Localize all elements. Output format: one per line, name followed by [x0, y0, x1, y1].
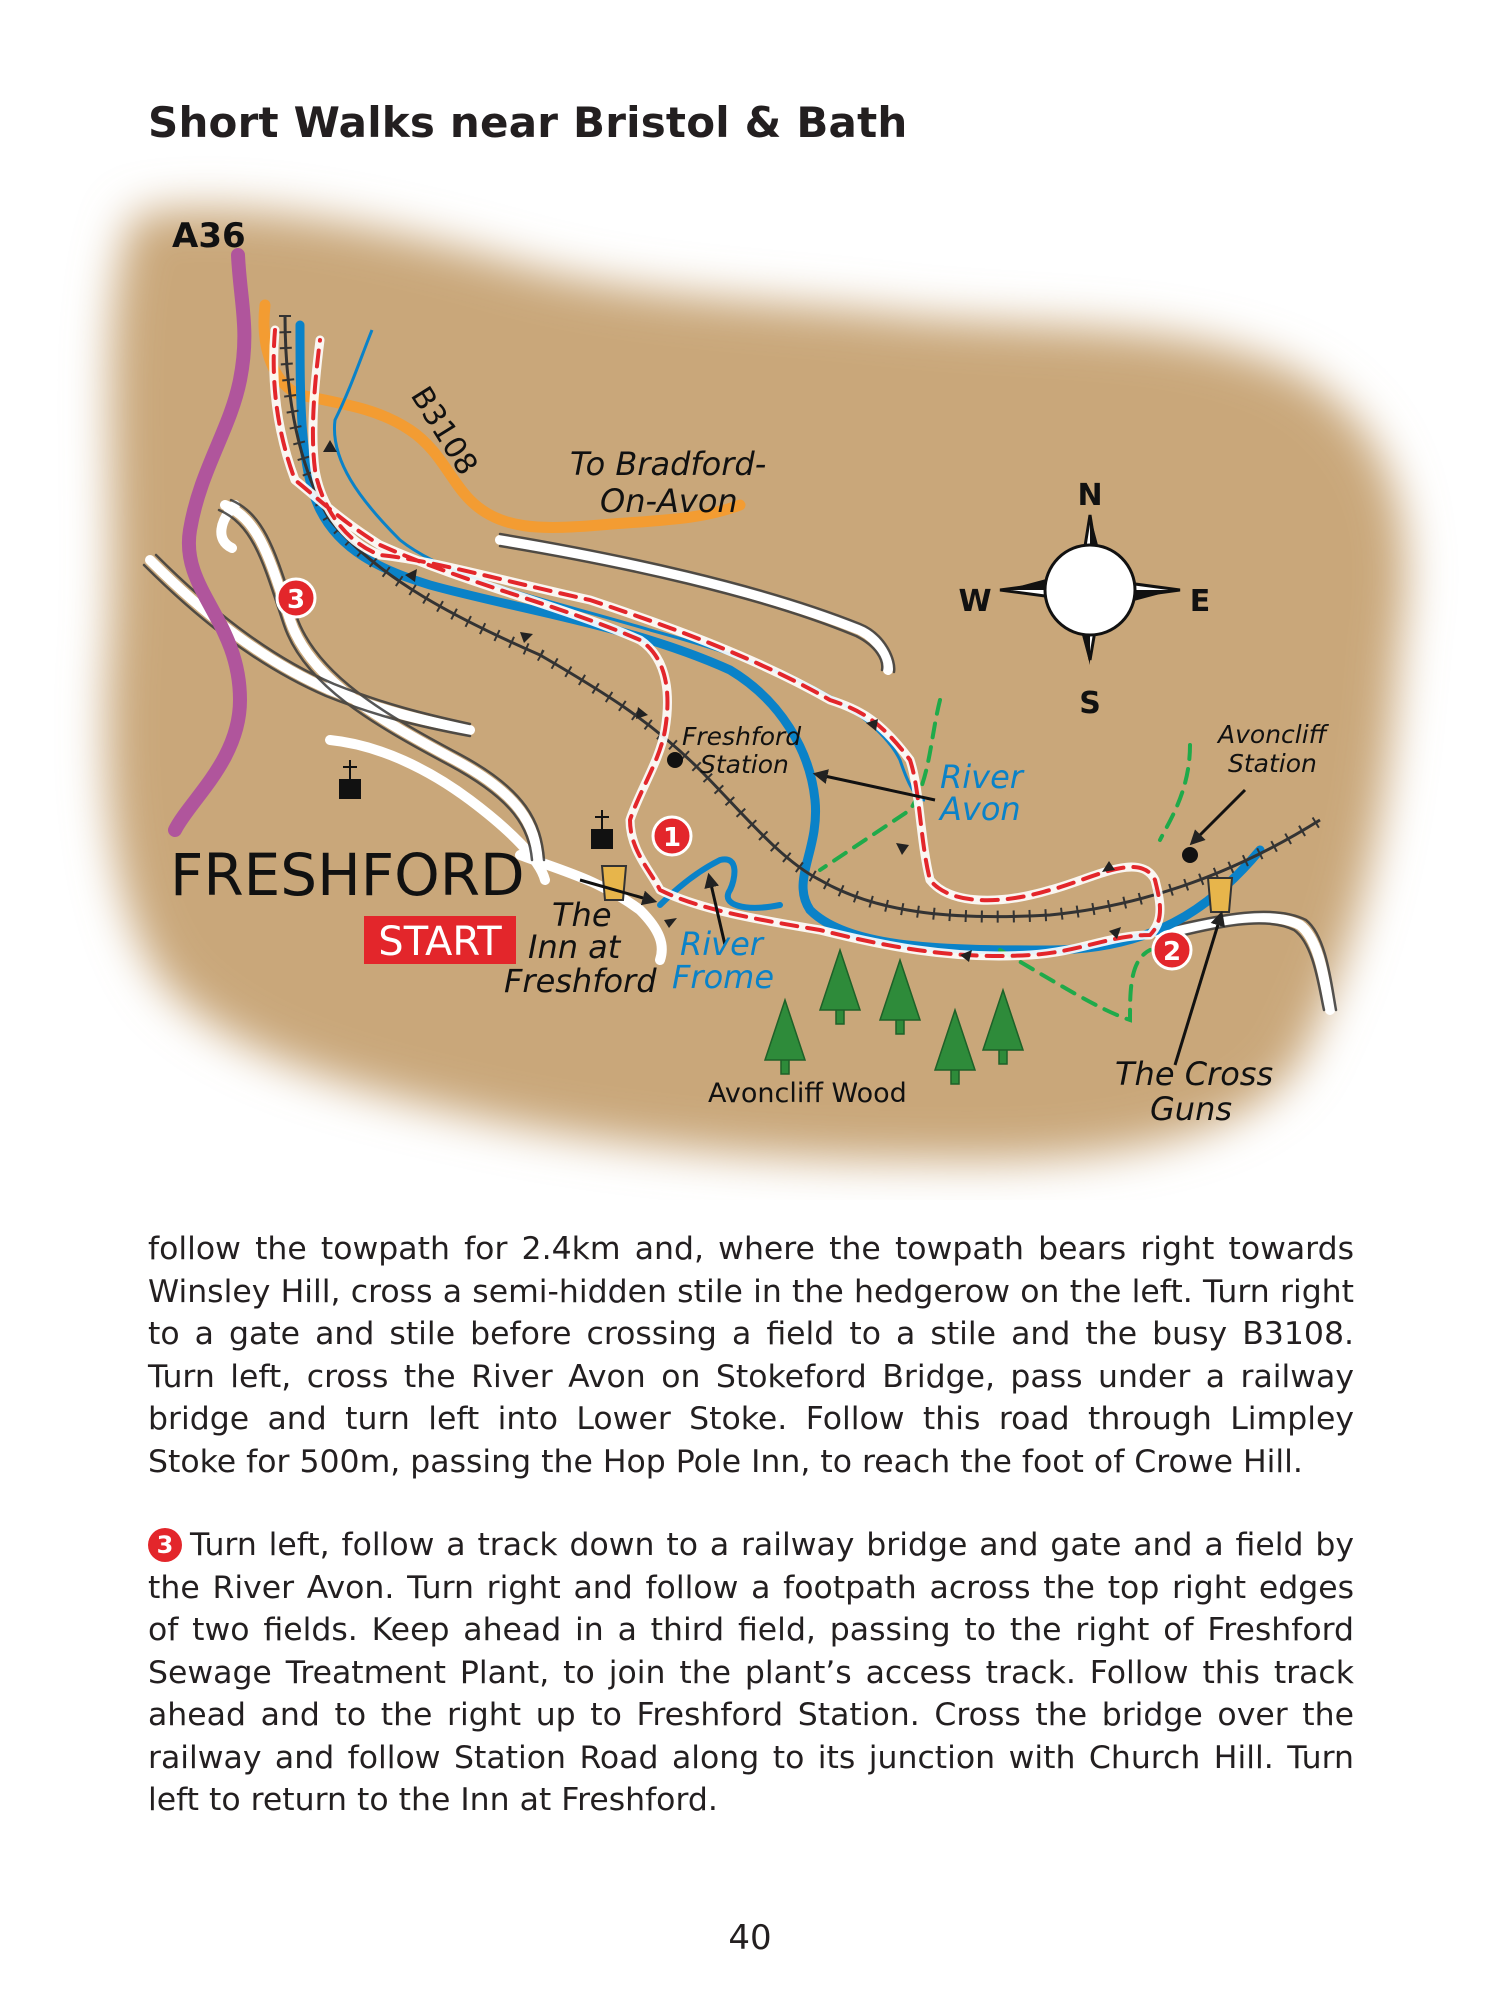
svg-text:3: 3 [286, 585, 306, 615]
label-to-bradford-1: To Bradford- [570, 445, 767, 483]
compass-n: N [1077, 478, 1103, 513]
page-number: 40 [728, 1918, 772, 1958]
route-marker-1 [653, 817, 691, 855]
label-freshford-station-1: Freshford [682, 722, 802, 751]
walk-directions-paragraph-2-text: Turn left, follow a track down to a railway bridge and gate and a field by the River Avon. Turn right and follow a footpath across the top right edges of two fields. Keep ahead in a third field, passing to the right of Freshford Sewage Treatment Plant, to join the plant’s access track. Follow this track ahead and to the right up to Freshford Station. Cross the bridge over the railway and follow Station Road along to its junction with Church Hill. Turn left to return to the Inn at Freshford. [148, 1527, 1354, 1818]
compass-w: W [958, 584, 992, 619]
step-3-badge: 3 [148, 1528, 182, 1562]
label-inn-3: Freshford [504, 962, 657, 1000]
route-marker-2 [1153, 931, 1191, 969]
compass-s: S [1079, 686, 1101, 721]
label-cross-guns-1: The Cross [1115, 1055, 1274, 1093]
label-freshford-village: FRESHFORD [170, 841, 525, 909]
label-river-frome-2: Frome [672, 958, 774, 996]
page-title: Short Walks near Bristol & Bath [148, 98, 908, 147]
freshford-station-dot [667, 752, 683, 768]
label-river-frome-1: River [680, 925, 763, 963]
label-a36: A36 [172, 216, 246, 256]
label-avoncliff-station-1: Avoncliff [1218, 720, 1327, 749]
walk-directions-paragraph-1: follow the towpath for 2.4km and, where the towpath bears right towards Winsley Hill, cross a semi-hidden stile in the hedgerow on the left. Turn right to a gate and stile before crossing a field to a stile and the busy B3108. Turn left, cross the River Avon on Stokeford Bridge, pass under a railway bridge and turn left into Lower Stoke. Follow this road through Limpley Stoke for 500m, passing the Hop Pole Inn, to reach the foot of Crowe Hill. [148, 1231, 1354, 1480]
svg-text:1: 1 [662, 823, 682, 853]
label-avoncliff-station-2: Station [1228, 749, 1317, 778]
avoncliff-station-dot [1182, 847, 1198, 863]
svg-text:2: 2 [1162, 937, 1182, 967]
label-freshford-station-2: Station [700, 750, 789, 779]
label-inn-2: Inn at [528, 928, 621, 966]
label-cross-guns-2: Guns [1150, 1090, 1233, 1128]
label-river-avon-2: Avon [940, 790, 1021, 828]
route-marker-3 [277, 579, 315, 617]
label-inn-1: The [552, 896, 612, 934]
compass-e: E [1189, 584, 1211, 619]
walk-directions-paragraph-2 [148, 1524, 1354, 1822]
label-to-bradford-2: On-Avon [600, 482, 738, 520]
label-b3108: B3108 [403, 380, 485, 482]
label-start: START [378, 919, 502, 965]
label-avoncliff-wood: Avoncliff Wood [708, 1078, 907, 1109]
label-river-avon-1: River [940, 758, 1023, 796]
